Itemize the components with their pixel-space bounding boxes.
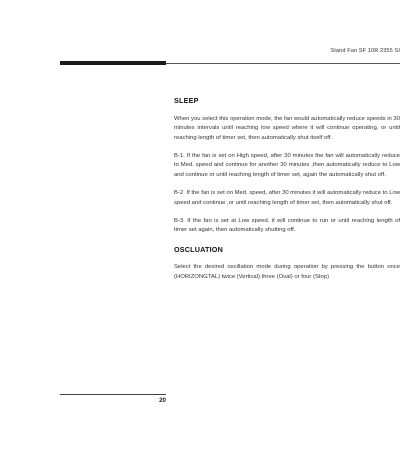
paragraph: B-2. If the fan is set on Med. speed, after 30 minutes it will automatically reduce to Low speed and continue ,or until reaching length of timer set, then automatically shut off.	[174, 190, 400, 206]
paragraph: B-3. If the fan is set at Low speed, it will continue to run or until reaching length of timer set again, then automatically shutting off.	[174, 217, 400, 234]
running-header: Stand Fan SF 10R 2355 SI	[330, 48, 400, 54]
section-heading-sleep: SLEEP	[174, 96, 199, 105]
header-rule-thin	[166, 63, 400, 64]
footer-rule	[60, 394, 166, 395]
page-number: 20	[159, 397, 166, 404]
paragraph: Select the desired oscillation mode during operation by pressing the button once (HORIZONGTAL) twice (Vertical) three (Oval) or four (Stop)	[174, 264, 400, 280]
page-content	[174, 96, 400, 291]
header-rule-thick	[60, 61, 166, 65]
paragraph: B-1. If the fan is set on High speed, after 30 minutes the fan will automatically reduce to Med. speed and continue for another 30 minutes ,then automatically reduce to Low and continue or until reaching length of timer set, again the automatically shut off.	[174, 152, 400, 179]
section-heading-oscillation: OSCLUATION	[174, 244, 223, 254]
paragraph: When you select this operation mode, the fan would automatically reduce speeds in 30 minutes intervals until reaching low speed where it will continue operating, or until reaching length of timer set, then automatically shut itself off.	[174, 115, 400, 141]
